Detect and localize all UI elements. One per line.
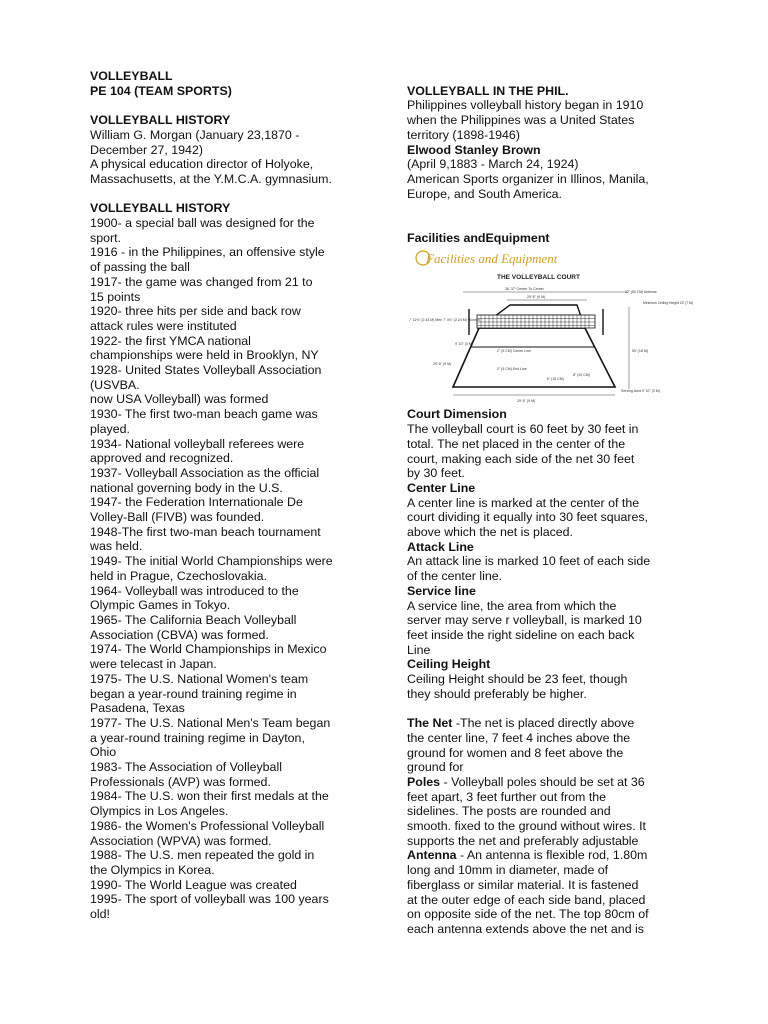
section-line: Line: [407, 642, 431, 657]
section-line: server may serve r volleyball, is marked 10: [407, 613, 642, 628]
timeline-line: Ohio: [90, 745, 117, 760]
section-heading: Court Dimension: [407, 407, 507, 422]
timeline-list: [90, 216, 365, 922]
label-attack: 9' 10" (3 M): [455, 342, 473, 347]
section-heading: Center Line: [407, 480, 476, 495]
inline-heading: The Net: [407, 716, 453, 731]
timeline-line: 1975- The U.S. National Women's team: [90, 671, 309, 686]
timeline-line: 1983- The Association of Volleyball: [90, 760, 282, 775]
inline-heading: Poles: [407, 774, 441, 789]
timeline-line: 1948-The first two-man beach tournament: [90, 524, 321, 539]
section-line: they should preferably be higher.: [407, 686, 587, 701]
timeline-line: Olympic Games in Tokyo.: [90, 598, 231, 613]
section-line: total. The net placed in the center of the: [407, 436, 626, 451]
section-line: at the outer edge of each side band, placed: [407, 892, 646, 907]
inline-heading: Antenna: [407, 848, 457, 863]
text-line: A physical education director of Holyoke,: [90, 157, 314, 172]
timeline-line: approved and recognized.: [90, 451, 234, 466]
timeline-line: 1990- The World League was created: [90, 877, 297, 892]
label-serving: Serving Area 9' 10" (3 M): [621, 389, 660, 394]
court-sections: [407, 407, 682, 701]
morgan-paragraph: [90, 128, 365, 187]
section-line: A service line, the area from which the: [407, 598, 617, 613]
section-line: court, making each side of the net 30 feet: [407, 451, 635, 466]
court-near-half: [453, 328, 615, 387]
inline-text: -The net is placed directly above: [452, 716, 635, 731]
antenna-section: [407, 848, 682, 936]
timeline-line: 1928- United States Volleyball Association: [90, 363, 322, 378]
timeline-line: old!: [90, 907, 110, 922]
timeline-line: 1965- The California Beach Volleyball: [90, 612, 297, 627]
course-title: PE 104 (TEAM SPORTS): [90, 83, 232, 98]
timeline-line: championships were held in Brooklyn, NY: [90, 348, 319, 363]
timeline-line: a year-round training regime in Dayton,: [90, 730, 305, 745]
timeline-line: the Olympics in Korea.: [90, 862, 215, 877]
timeline-line: 1988- The U.S. men repeated the gold in: [90, 848, 315, 863]
timeline-line: 1974- The World Championships in Mexico: [90, 642, 327, 657]
text-line: (April 9,1883 - March 24, 1924): [407, 157, 579, 172]
section-line: ground for: [407, 760, 464, 775]
inline-text: - Volleyball poles should be set at 36: [440, 774, 645, 789]
doc-title: VOLLEYBALL: [90, 69, 173, 83]
timeline-line: Association (WPVA) was formed.: [90, 833, 272, 848]
label-29-6-bottom: 29' 6" (9 M): [517, 399, 536, 404]
left-column: [90, 69, 365, 922]
brown-paragraph: [407, 157, 682, 201]
history-heading-2: VOLLEYBALL HISTORY: [90, 201, 231, 216]
label-29-6-side: 29' 6" (9 M): [433, 362, 452, 367]
timeline-line: 1984- The U.S. won their first medals at the: [90, 789, 329, 804]
section-line: long and 10mm in diameter, made of: [407, 863, 609, 878]
timeline-line: Olympics in Los Angeles.: [90, 804, 229, 819]
timeline-line: 1934- National volleyball referees were: [90, 436, 305, 451]
timeline-line: 1949- The initial World Championships were: [90, 554, 333, 569]
text-line: Europe, and South America.: [407, 186, 562, 201]
timeline-line: attack rules were instituted: [90, 318, 237, 333]
timeline-line: began a year-round training regime in: [90, 686, 297, 701]
timeline-line: 1937- Volleyball Association as the official: [90, 465, 320, 480]
timeline-line: 1920- three hits per side and back row: [90, 304, 301, 319]
section-heading: Attack Line: [407, 539, 474, 554]
label-antenna: 32" (80 CM) Antenna: [625, 290, 657, 295]
section-line: fiberglass or similar material. It is fastened: [407, 877, 639, 892]
court-title: THE VOLLEYBALL COURT: [497, 274, 580, 282]
timeline-line: Pasadena, Texas: [90, 701, 185, 716]
section-line: of the center line.: [407, 569, 503, 584]
timeline-line: national governing body in the U.S.: [90, 480, 283, 495]
phil-paragraph: [407, 98, 682, 142]
net: [477, 315, 595, 328]
section-line: An attack line is marked 10 feet of each side: [407, 554, 651, 569]
section-line: court dividing it equally into 30 feet squares,: [407, 510, 649, 525]
timeline-line: sport.: [90, 230, 121, 245]
inline-text: - An antenna is flexible rod, 1.80m: [456, 848, 648, 863]
section-line: Ceiling Height should be 23 feet, though: [407, 672, 628, 687]
timeline-line: 1947- the Federation Internationale De: [90, 495, 303, 510]
court-diagram: [407, 249, 694, 405]
text-line: territory (1898-1946): [407, 127, 520, 142]
net-section: [407, 716, 682, 775]
timeline-line: 1930- The first two-man beach game was: [90, 407, 318, 422]
right-column: [407, 69, 694, 937]
timeline-line: 1986- the Women's Professional Volleyball: [90, 818, 325, 833]
timeline-line: 1977- The U.S. National Men's Team began: [90, 715, 331, 730]
text-line: December 27, 1942): [90, 142, 203, 157]
section-line: ground for women and 8 feet above the: [407, 745, 624, 760]
timeline-line: of passing the ball: [90, 260, 190, 275]
label-8-20: 8" (20 CM): [573, 373, 590, 378]
timeline-line: Professionals (AVP) was formed.: [90, 774, 271, 789]
section-line: by 30 feet.: [407, 466, 465, 481]
section-line: above which the net is placed.: [407, 525, 574, 540]
timeline-line: 1900- a special ball was designed for the: [90, 216, 315, 230]
figure-title: Facilities and Equipment: [426, 251, 558, 267]
timeline-line: (USVBA.: [90, 377, 140, 392]
section-line: sidelines. The posts are rounded and: [407, 804, 611, 819]
inline-heading-line: [407, 716, 682, 731]
section-heading: Service line: [407, 583, 476, 598]
timeline-line: 1922- the first YMCA national: [90, 333, 251, 348]
phil-heading: VOLLEYBALL IN THE PHIL.: [407, 83, 569, 98]
history-heading: VOLLEYBALL HISTORY: [90, 113, 231, 128]
brown-name: Elwood Stanley Brown: [407, 142, 541, 157]
poles-section: [407, 775, 682, 849]
text-line: Philippines volleyball history began in 1910: [407, 98, 644, 113]
timeline-line: 1916 - in the Philippines, an offensive style: [90, 245, 325, 260]
timeline-line: were telecast in Japan.: [90, 657, 217, 672]
section-line: feet inside the right sideline on each back: [407, 627, 635, 642]
label-29-6-top: 29' 6" (9 M): [527, 295, 546, 300]
timeline-line: 15 points: [90, 289, 141, 304]
timeline-line: 1995- The sport of volleyball was 100 years: [90, 892, 329, 907]
label-end-line: 2" (5 CM) End Line: [497, 367, 527, 372]
text-line: William G. Morgan (January 23,1870 -: [90, 127, 300, 142]
label-ceiling: Minimum Ceiling Height 23' (7 M): [643, 301, 694, 306]
volleyball-court-figure: [407, 249, 694, 405]
timeline-line: now USA Volleyball) was formed: [90, 392, 269, 407]
section-heading: Ceiling Height: [407, 657, 491, 672]
timeline-line: Association (CBVA) was formed.: [90, 627, 269, 642]
facilities-heading: Facilities andEquipment: [407, 230, 550, 245]
section-line: feet apart, 3 feet further out from the: [407, 789, 607, 804]
inline-heading-line: [407, 775, 682, 790]
timeline-line: was held.: [90, 539, 143, 554]
section-line: the center line, 7 feet 4 inches above the: [407, 730, 631, 745]
inline-heading-line: [407, 848, 682, 863]
label-center-to-center: 36'-37' Center To Center: [505, 287, 544, 292]
section-line: each antenna extends above the net and is: [407, 921, 644, 936]
timeline-line: 1917- the game was changed from 21 to: [90, 274, 313, 289]
text-line: when the Philippines was a United States: [407, 113, 635, 128]
label-net-height: 7' 11⅝" (2.43 M) Men 7' 4⅛" (2.24 M) Women: [409, 318, 480, 323]
label-59: 59' (18 M): [632, 349, 649, 354]
timeline-line: 1964- Volleyball was introduced to the: [90, 583, 299, 598]
section-line: on opposite side of the net. The top 80cm of: [407, 907, 649, 922]
timeline-line: played.: [90, 421, 130, 436]
section-line: supports the net and preferably adjustable: [407, 833, 639, 848]
text-line: American Sports organizer in Illinos, Manila,: [407, 171, 649, 186]
section-line: A center line is marked at the center of the: [407, 495, 640, 510]
timeline-line: Volley-Ball (FIVB) was founded.: [90, 510, 265, 525]
timeline-line: held in Prague, Czechoslovakia.: [90, 568, 268, 583]
label-6-15: 6" (15 CM): [547, 377, 564, 382]
label-center-line: 2" (5 CM) Center Line: [497, 349, 531, 354]
section-line: The volleyball court is 60 feet by 30 feet in: [407, 422, 639, 437]
section-line: smooth. fixed to the ground without wires. It: [407, 819, 646, 834]
text-line: Massachusetts, at the Y.M.C.A. gymnasium.: [90, 171, 332, 186]
